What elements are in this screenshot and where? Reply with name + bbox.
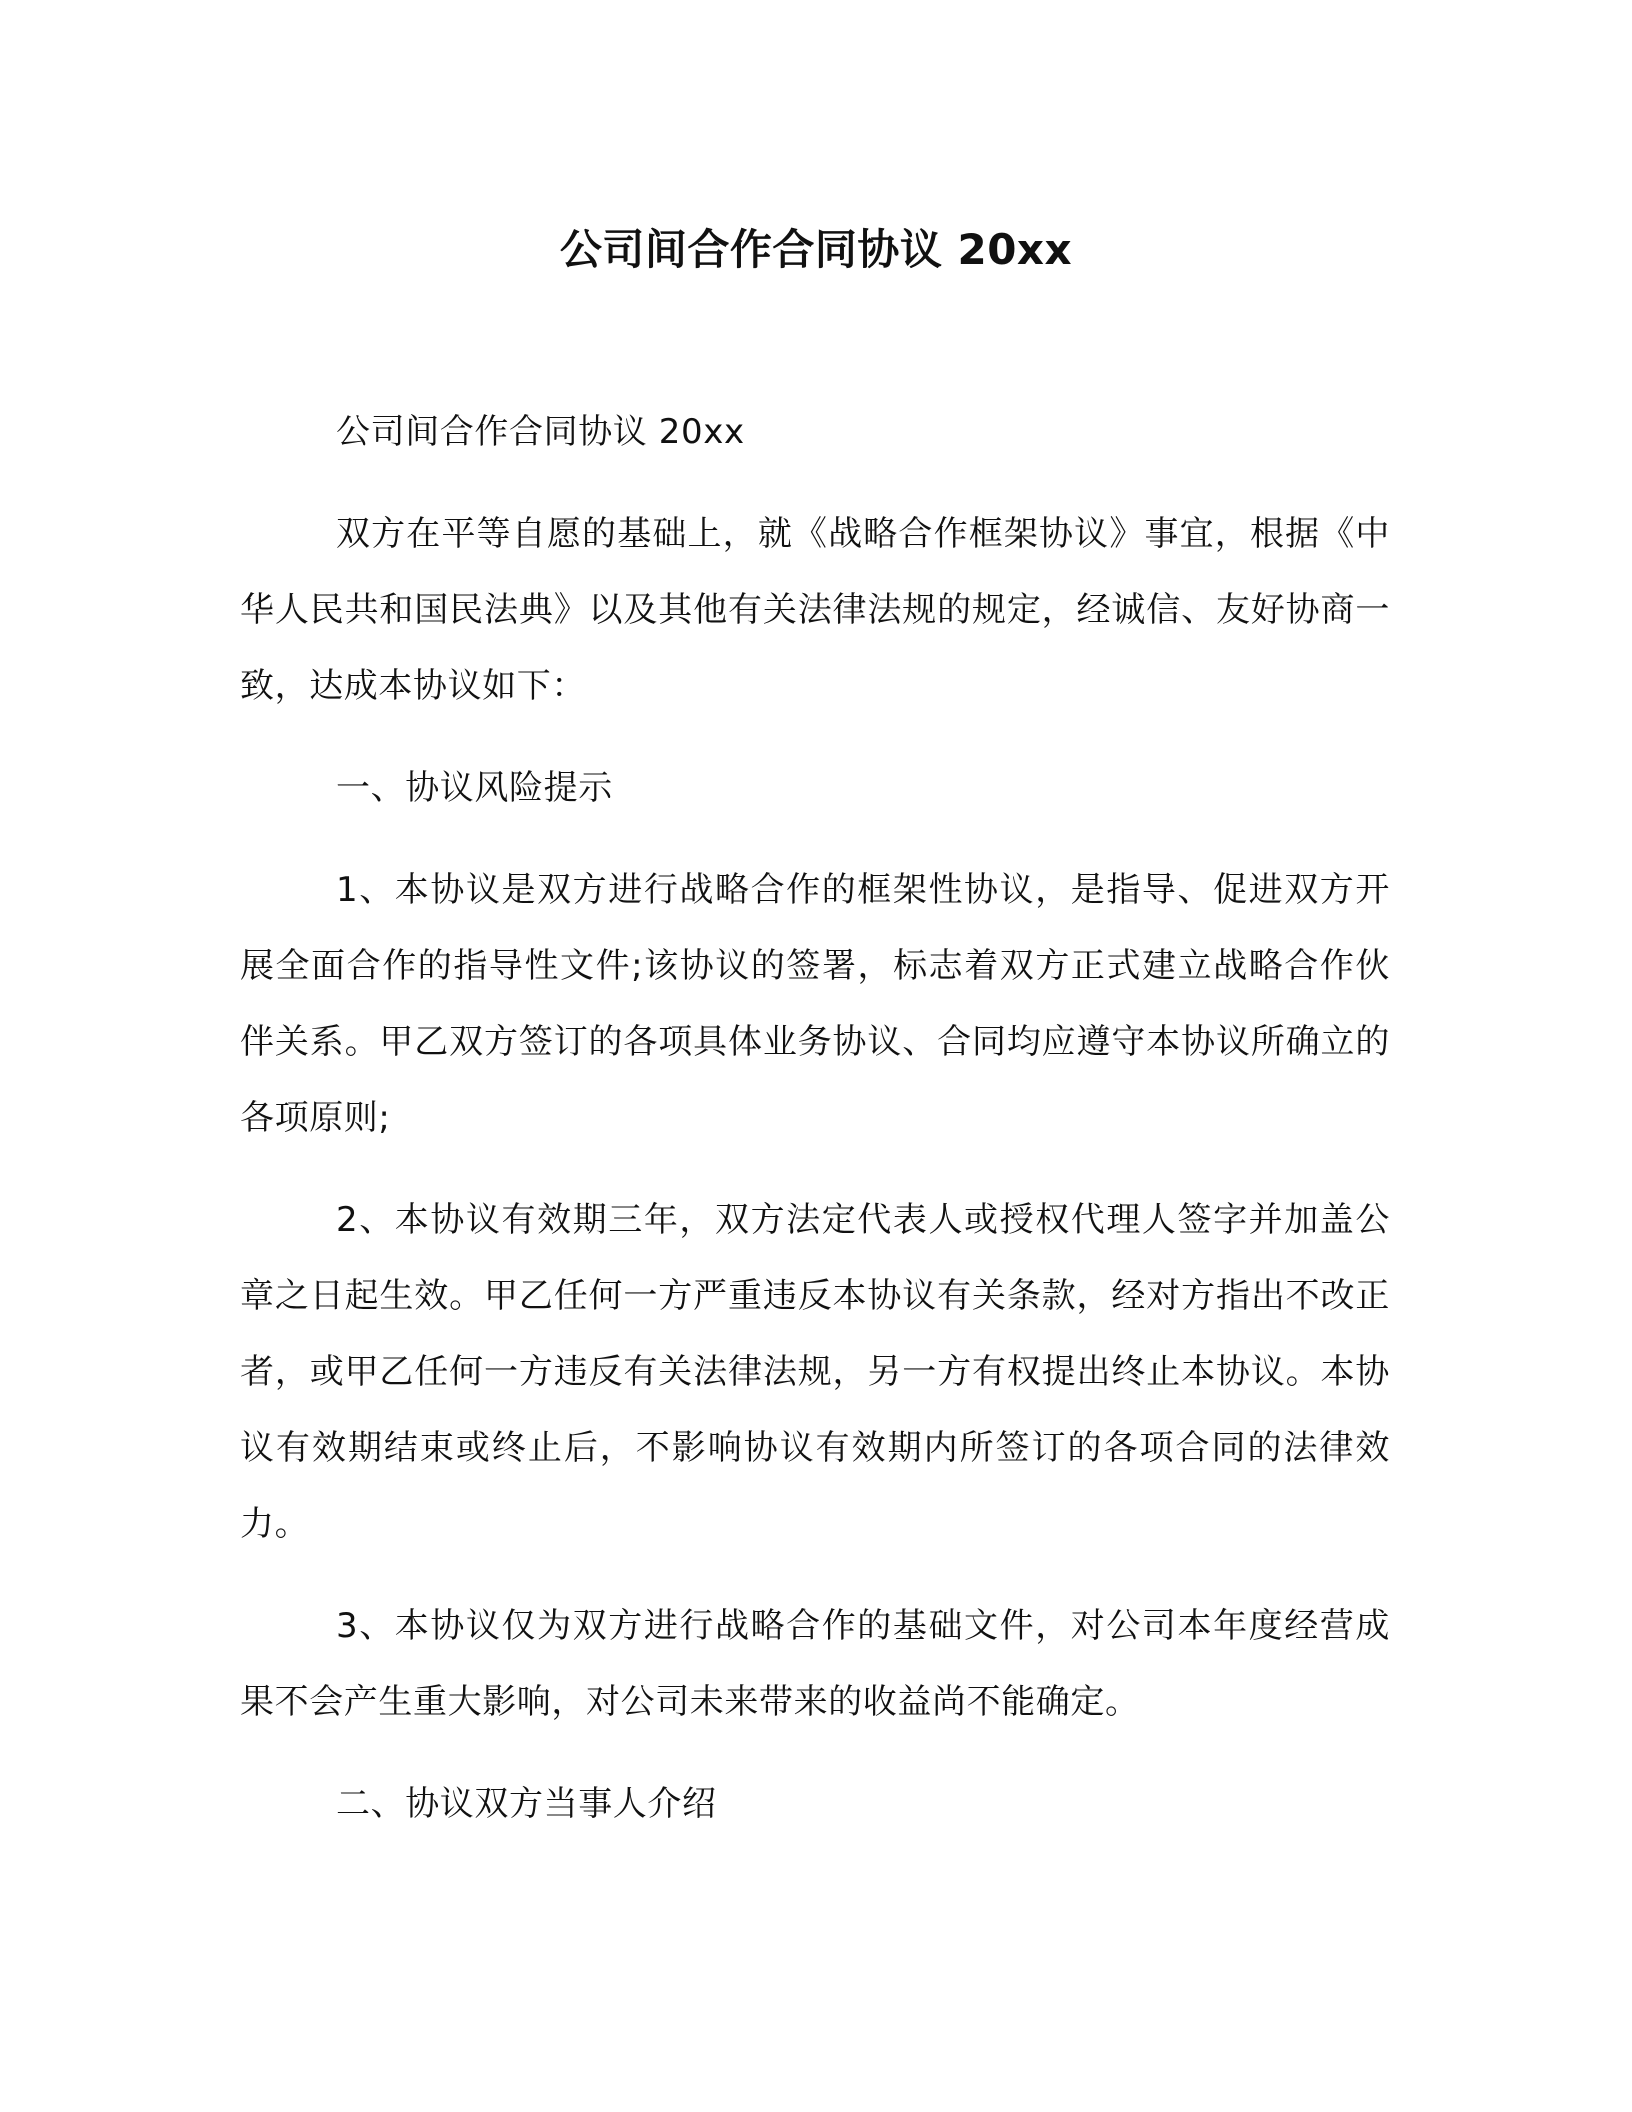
clause-paragraph-3: 3、本协议仅为双方进行战略合作的基础文件，对公司本年度经营成果不会产生重大影响，对公司未来带来的收益尚不能确定。 — [240, 1606, 1390, 1722]
section-heading-1: 一、协议风险提示 — [336, 768, 613, 808]
intro-paragraph: 双方在平等自愿的基础上，就《战略合作框架协议》事宜，根据《中华人民共和国民法典》以及其他有关法律法规的规定，经诚信、友好协商一致，达成本协议如下： — [240, 514, 1390, 706]
document-body — [240, 394, 1390, 1868]
clause-paragraph-1: 1、本协议是双方进行战略合作的框架性协议，是指导、促进双方开展全面合作的指导性文件;该协议的签署，标志着双方正式建立战略合作伙伴关系。甲乙双方签订的各项具体业务协议、合同均应遵守本协议所确立的各项原则; — [240, 870, 1390, 1138]
clause-paragraph-2: 2、本协议有效期三年，双方法定代表人或授权代理人签字并加盖公章之日起生效。甲乙任何一方严重违反本协议有关条款，经对方指出不改正者，或甲乙任何一方违反有关法律法规，另一方有权提出终止本协议。本协议有效期结束或终止后，不影响协议有效期内所签订的各项合同的法律效力。 — [240, 1200, 1390, 1544]
subtitle-paragraph: 公司间合作合同协议 20xx — [336, 412, 745, 452]
section-heading-2: 二、协议双方当事人介绍 — [336, 1784, 717, 1824]
document-title: 公司间合作合同协议 20xx — [559, 225, 1073, 274]
